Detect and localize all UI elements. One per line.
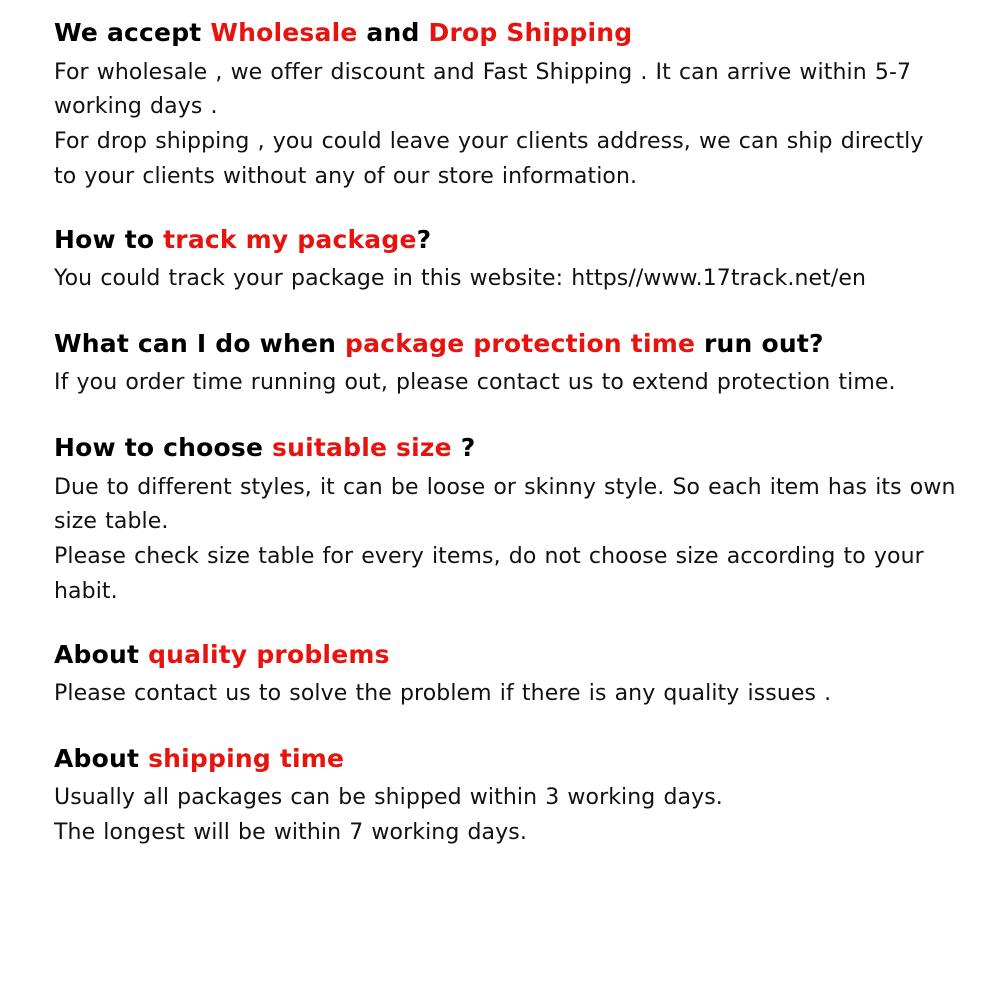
heading-part: ? [451,433,476,462]
body-line: Due to different styles, it can be loose or skinny style. So each item has its own [54,474,956,500]
section-quality-problems [54,636,960,712]
section-track-package [54,221,960,297]
body-line: habit. [54,578,118,604]
section-suitable-size [54,429,960,610]
body-line: working days . [54,94,218,120]
heading-part: and [357,18,429,47]
heading-part-highlight: Wholesale [210,18,358,47]
heading-part: About [54,743,149,773]
heading-part-highlight: package protection time [345,328,696,358]
heading-part-highlight: quality problems [148,639,390,669]
body-line: For wholesale , we offer discount and Fast Shipping . It can arrive within 5-7 [54,59,912,85]
body-line: to your clients without any of our store information. [54,163,638,189]
heading-part: How to [54,224,164,254]
section-heading [54,221,960,259]
body-line: Usually all packages can be shipped within 3 working days. [54,785,723,811]
heading-part: run out? [695,328,824,358]
section-package-protection-time [54,325,960,401]
section-wholesale-dropshipping [54,14,960,195]
heading-part: How to choose [54,433,273,462]
body-line: Please check size table for every items, do not choose size according to your [54,544,924,569]
heading-part-highlight: shipping time [148,743,345,773]
section-heading [54,740,960,778]
body-line: size table. [54,509,169,535]
heading-part: ? [416,224,432,254]
heading-part-highlight: track my package [163,224,417,254]
heading-part: What can I do when [54,328,346,358]
body-line: If you order time running out, please contact us to extend protection time. [54,370,896,396]
section-shipping-time [54,740,960,851]
body-line: For drop shipping , you could leave your clients address, we can ship directly [54,129,924,154]
section-heading [54,429,960,467]
body-line: Please contact us to solve the problem if there is any quality issues . [54,681,832,706]
heading-part-highlight: Drop Shipping [428,18,633,47]
heading-part: About [54,639,149,669]
body-line: You could track your package in this website: https//www.17track.net/en [54,266,867,291]
heading-part-highlight: suitable size [272,433,452,462]
heading-part: We accept [54,18,211,47]
section-heading [54,325,960,363]
section-heading [54,636,960,674]
body-line: The longest will be within 7 working days. [54,820,527,845]
section-heading [54,14,960,52]
